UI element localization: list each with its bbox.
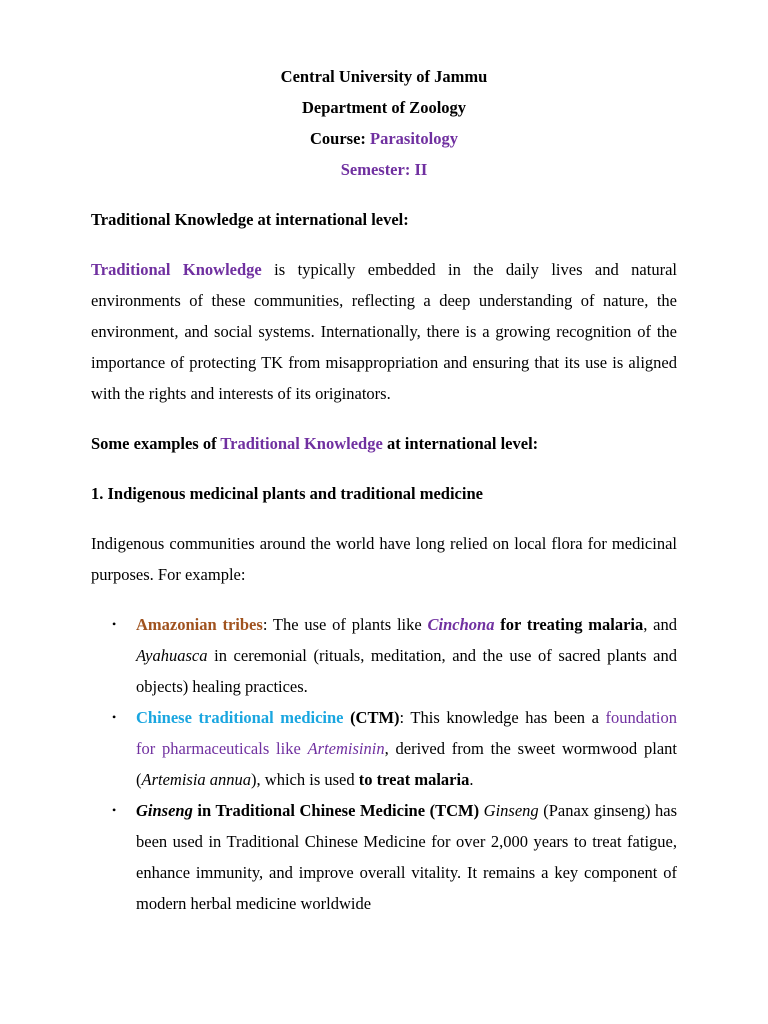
cinchona-term: Cinchona (427, 615, 495, 634)
item2-text-3: , derived from the sweet wormwood plant ( (136, 739, 677, 789)
course-line (91, 123, 677, 154)
ctm-abbr: (CTM) (350, 708, 400, 727)
university-name: Central University of Jammu (280, 67, 488, 86)
tk-paragraph (91, 254, 677, 409)
document-body (91, 61, 677, 919)
course-label: Course: (309, 129, 371, 148)
bullet-icon: • (112, 710, 117, 724)
tk-term: Traditional Knowledge (91, 260, 262, 279)
item1-text-3: , and (643, 615, 678, 634)
list-item-ginseng (91, 795, 677, 919)
list-item-ctm (91, 702, 677, 795)
item2-text-4: ), which is used (251, 770, 359, 789)
section-heading-examples (91, 428, 677, 459)
item3-text-2: (Panax ginseng) has been used in Traditional Chinese Medicine for over 2,000 years to treat fatigue, enhance immunity, and improve overall vitality. It remains a key component of modern herbal medicine worldwide (136, 801, 678, 913)
bullet-icon: • (112, 803, 117, 817)
malaria-phrase: for treating malaria (500, 615, 644, 634)
item1-text-1: : The use of plants like (262, 615, 428, 634)
item2-text-5: . (469, 770, 474, 789)
examples-heading-term: Traditional Knowledge (220, 434, 383, 453)
ginseng-term: Ginseng (136, 801, 193, 820)
examples-heading-pre: Some examples of (91, 434, 221, 453)
artemisinin-term: Artemisinin (307, 739, 385, 758)
item2-text-2: : This knowledge has been a (399, 708, 606, 727)
artemisia-species: Artemisia annua (141, 770, 252, 789)
pharma-phrase: foundation for pharmaceuticals like (136, 708, 677, 758)
list-item-amazonian (91, 609, 677, 702)
examples-list (91, 609, 677, 919)
amazonian-term: Amazonian tribes (136, 615, 263, 634)
examples-heading-post: at international level: (382, 434, 539, 453)
treat-malaria-phrase: to treat malaria (358, 770, 470, 789)
medicinal-intro-paragraph: Indigenous communities around the world have long relied on local flora for medicinal purposes. For example: (91, 534, 677, 584)
item1-text-4: in ceremonial (rituals, meditation, and the use of sacred plants and objects) healing practices. (136, 646, 677, 696)
bullet-icon: • (112, 617, 117, 631)
section-heading-tk-international: Traditional Knowledge at international level: (91, 210, 409, 229)
section-heading-medicinal-plants: 1. Indigenous medicinal plants and traditional medicine (91, 484, 483, 503)
semester-line: Semester: II (340, 160, 428, 179)
ctm-term: Chinese traditional medicine (136, 708, 344, 727)
department-name: Department of Zoology (301, 98, 467, 117)
ginseng-plant: Ginseng (483, 801, 539, 820)
course-name: Parasitology (370, 129, 459, 148)
tcm-heading: in Traditional Chinese Medicine (TCM) (192, 801, 480, 820)
ayahuasca-term: Ayahuasca (136, 646, 208, 665)
tk-paragraph-text: is typically embedded in the daily lives and natural environments of these communities, reflecting a deep understanding of nature, the environment, and social systems. Internationally, there is a growing recognition of the importance of protecting TK from misappropriation and ensuring that its use is aligned with the rights and interests of its originators. (91, 260, 677, 403)
